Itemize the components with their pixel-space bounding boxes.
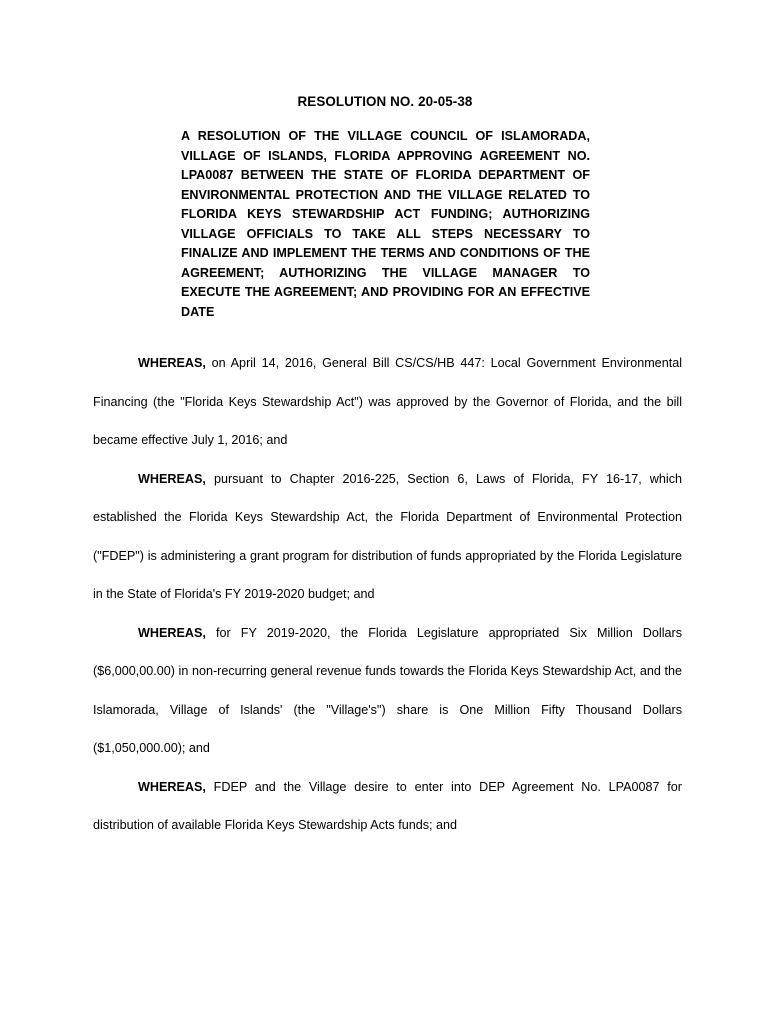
whereas-label: WHEREAS, [138, 471, 206, 486]
whereas-label: WHEREAS, [138, 356, 206, 370]
resolution-title: A RESOLUTION OF THE VILLAGE COUNCIL OF ISLAMORADA, VILLAGE OF ISLANDS, FLORIDA APPROVING AGREEMENT NO. LPA0087 BETWEEN THE STATE OF FLORIDA DEPARTMENT OF ENVIRONMENTAL PROTECTION AND THE VILLAGE RELATED TO FLORIDA KEYS STEWARDSHIP ACT FUNDING; AUTHORIZING VILLAGE OFFICIALS TO TAKE ALL STEPS NECESSARY TO FINALIZE AND IMPLEMENT THE TERMS AND CONDITIONS OF THE AGREEMENT; AUTHORIZING THE VILLAGE MANAGER TO EXECUTE THE AGREEMENT; AND PROVIDING FOR AN EFFECTIVE DATE [181, 129, 590, 319]
whereas-label: WHEREAS, [138, 625, 206, 640]
paragraph-text: FDEP and the Village desire to enter into DEP Agreement No. LPA0087 for distribution of available Florida Keys Stewardship Acts funds; and [93, 779, 682, 832]
whereas-paragraph-3 [93, 614, 682, 768]
paragraph-text: on April 14, 2016, General Bill CS/CS/HB 447: Local Government Environmental Financing (the "Florida Keys Stewardship Act") was approved by the Governor of Florida, and the bill became effective July 1, 2016; and [93, 356, 682, 447]
paragraph-text: for FY 2019-2020, the Florida Legislature appropriated Six Million Dollars ($6,000,00.00) in non-recurring general revenue funds towards the Florida Keys Stewardship Act, and the Islamorada, Village of Islands' (the "Village's") share is One Million Fifty Thousand Dollars ($1,050,000.00); and [93, 625, 682, 755]
whereas-paragraph-4 [93, 768, 682, 845]
whereas-paragraph-1 [93, 344, 682, 460]
whereas-paragraph-2 [93, 460, 682, 614]
resolution-body [93, 344, 682, 845]
paragraph-text: pursuant to Chapter 2016-225, Section 6, Laws of Florida, FY 16-17, which established the Florida Keys Stewardship Act, the Florida Department of Environmental Protection ("FDEP") is administering a grant program for distribution of funds appropriated by the Florida Legislature in the State of Florida's FY 2019-2020 budget; and [93, 471, 682, 601]
whereas-label: WHEREAS, [138, 779, 206, 794]
resolution-number: RESOLUTION NO. 20-05-38 [297, 94, 473, 109]
